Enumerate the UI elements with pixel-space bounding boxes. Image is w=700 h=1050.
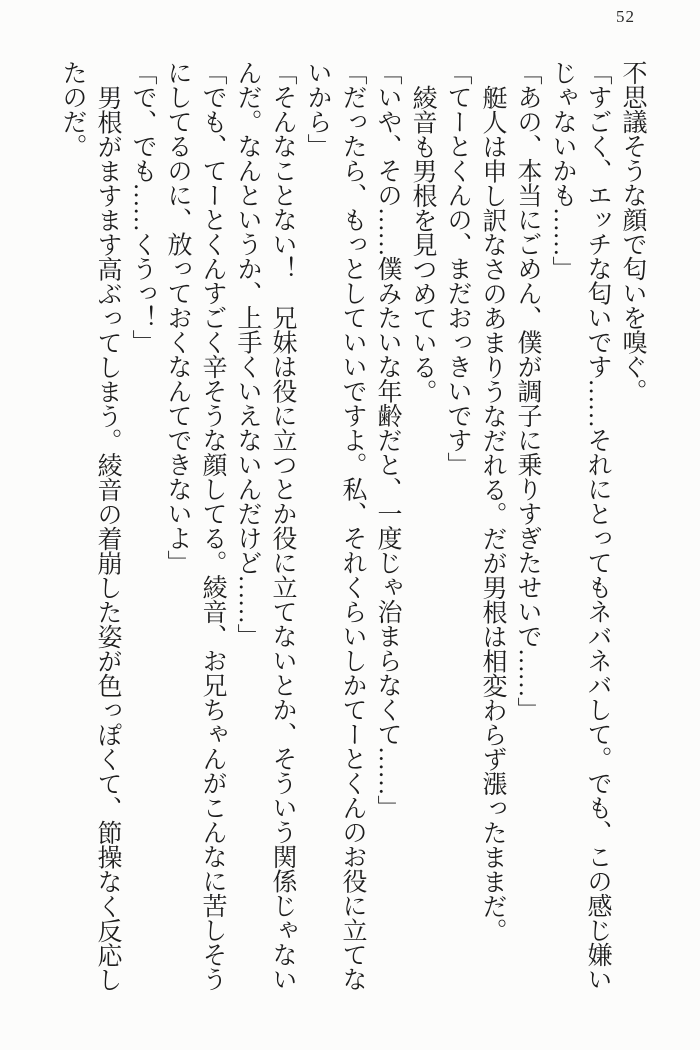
text-line: 「だったら、もっとしていいですよ。私、それくらいしかてーとくんのお役に立てな [339, 60, 366, 991]
text-line: 綾音も男根を見つめている。 [409, 85, 436, 404]
text-line: 男根がますます高ぶってしまう。綾音の着崩した姿が色っぽくて、節操なく反応し [94, 85, 121, 992]
text-line: じゃないかも……」 [549, 60, 576, 281]
text-line: いから」 [304, 60, 331, 158]
vertical-text-block [50, 60, 650, 1016]
text-line: にしてるのに、放っておくなんてできないよ」 [164, 60, 191, 575]
text-line: 艇人は申し訳なさのあまりうなだれる。だが男根は相変わらず漲ったままだ。 [479, 85, 506, 943]
text-line: 「すごく、エッチな匂いです……それにとってもネバネバして。でも、この感じ嫌い [584, 60, 611, 991]
text-line: 「あの、本当にごめん、僕が調子に乗りすぎたせいで……」 [514, 60, 541, 722]
text-line: 「そんなことない！ 兄妹は役に立つとか役に立てないとか、そういう関係じゃない [269, 60, 296, 991]
text-line: 不思議そうな顔で匂いを嗅ぐ。 [619, 60, 646, 403]
text-line: 「で、でも……くうっ！」 [129, 60, 156, 354]
text-line: んだ。なんというか、上手くいえないんだけど……」 [234, 60, 261, 648]
text-line: 「でも、てーとくんすごく辛そうな顔してる。綾音、お兄ちゃんがこんなに苦しそう [199, 60, 226, 991]
text-line: 「てーとくんの、まだおっきいです」 [444, 60, 471, 477]
text-line: 「いや、その……僕みたいな年齢だと、一度じゃ治まらなくて……」 [374, 60, 401, 820]
page-number: 52 [616, 7, 635, 26]
text-line: たのだ。 [59, 60, 86, 158]
